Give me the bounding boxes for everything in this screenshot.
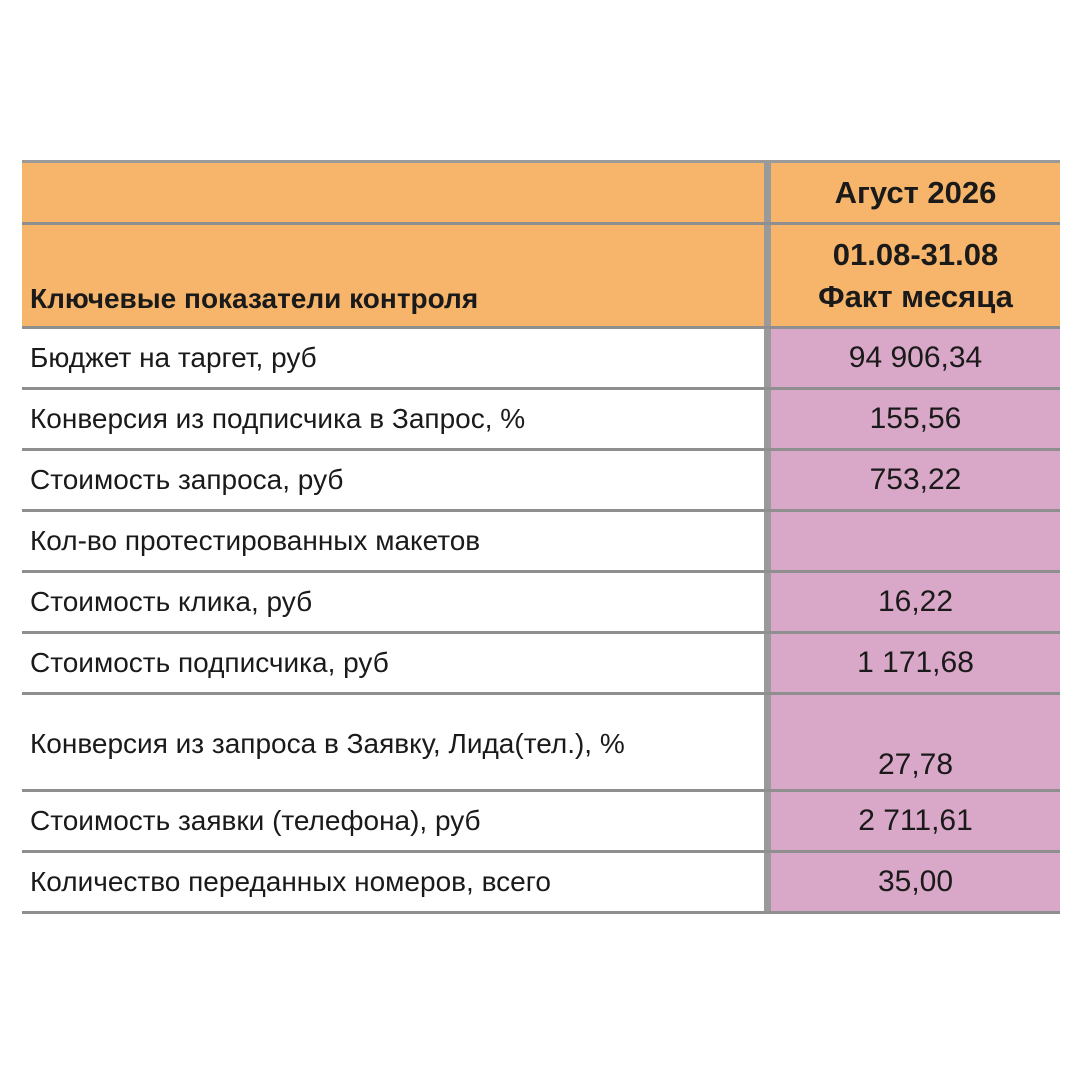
header-empty-cell bbox=[22, 163, 764, 222]
row-value: 2 711,61 bbox=[764, 792, 1060, 850]
row-value: 753,22 bbox=[764, 451, 1060, 509]
row-value: 27,78 bbox=[764, 695, 1060, 789]
row-label: Стоимость заявки (телефона), руб bbox=[22, 792, 764, 850]
row-value: 1 171,68 bbox=[764, 634, 1060, 692]
row-label: Стоимость запроса, руб bbox=[22, 451, 764, 509]
row-value: 35,00 bbox=[764, 853, 1060, 911]
table-row bbox=[22, 573, 1060, 634]
table-row bbox=[22, 634, 1060, 695]
table-row bbox=[22, 695, 1060, 792]
table-row bbox=[22, 853, 1060, 914]
row-value: 94 906,34 bbox=[764, 329, 1060, 387]
row-label: Бюджет на таргет, руб bbox=[22, 329, 764, 387]
table-row bbox=[22, 792, 1060, 853]
row-label: Стоимость подписчика, руб bbox=[22, 634, 764, 692]
month-header: Агуст 2026 bbox=[764, 163, 1060, 222]
header-row-month bbox=[22, 163, 1060, 225]
row-label: Конверсия из запроса в Заявку, Лида(тел.), % bbox=[22, 695, 764, 789]
row-label: Кол-во протестированных макетов bbox=[22, 512, 764, 570]
row-label: Стоимость клика, руб bbox=[22, 573, 764, 631]
table-row bbox=[22, 329, 1060, 390]
kpi-title: Ключевые показатели контроля bbox=[22, 225, 764, 326]
period-header bbox=[764, 225, 1060, 326]
row-value: 16,22 bbox=[764, 573, 1060, 631]
period-range: 01.08-31.08 bbox=[832, 236, 999, 272]
table-row bbox=[22, 512, 1060, 573]
table-row bbox=[22, 390, 1060, 451]
row-value bbox=[764, 512, 1060, 570]
kpi-table bbox=[22, 160, 1060, 914]
fact-label: Факт месяца bbox=[818, 278, 1013, 314]
row-label: Конверсия из подписчика в Запрос, % bbox=[22, 390, 764, 448]
row-value: 155,56 bbox=[764, 390, 1060, 448]
header-row-period bbox=[22, 225, 1060, 329]
row-label: Количество переданных номеров, всего bbox=[22, 853, 764, 911]
table-row bbox=[22, 451, 1060, 512]
